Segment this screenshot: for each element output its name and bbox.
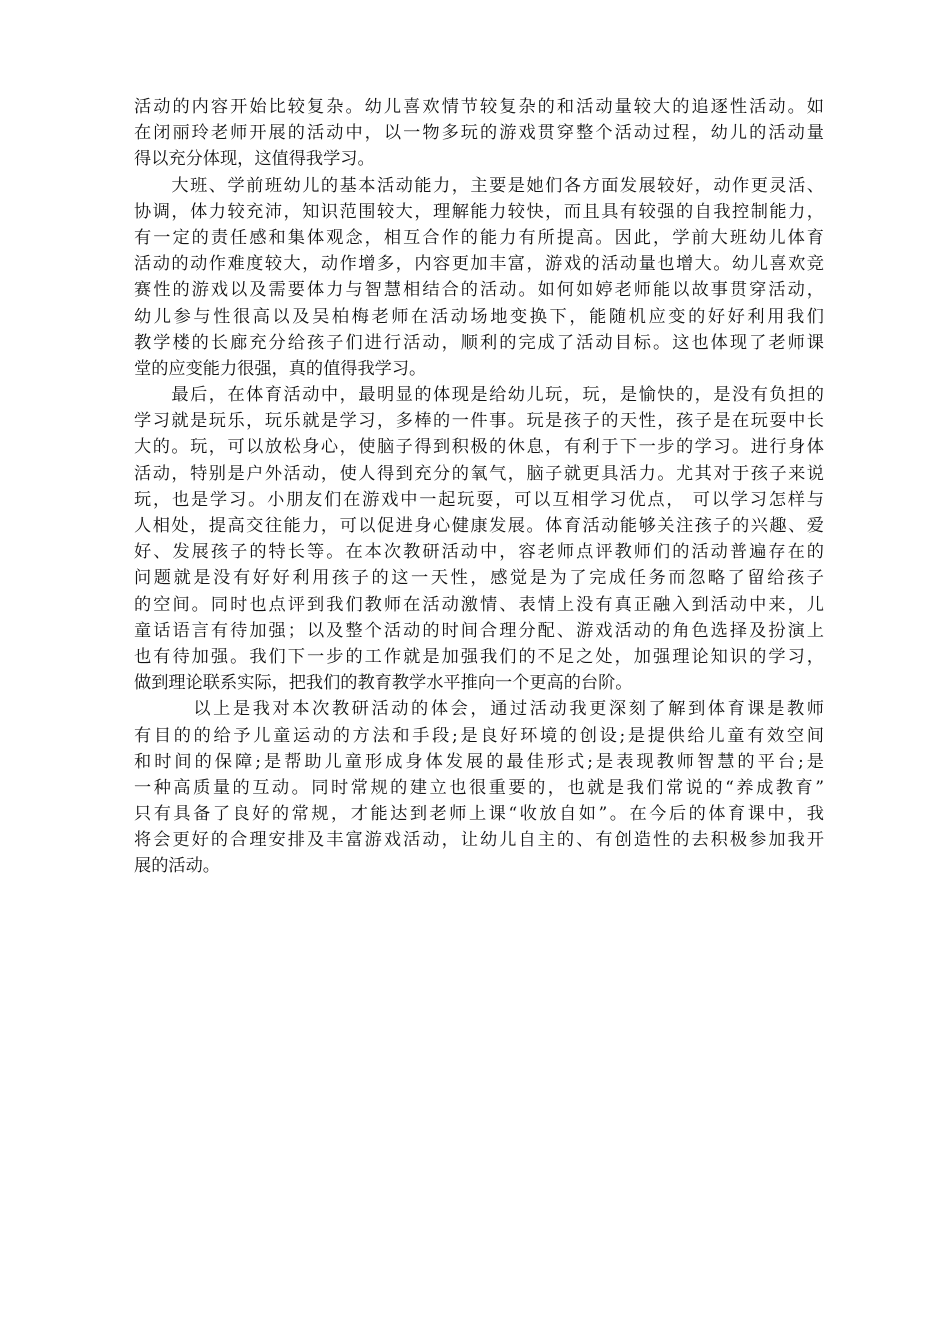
text-line: 和时间的保障;是帮助儿童形成身体发展的最佳形式;是表现教师智慧的平台;是 xyxy=(134,751,824,772)
text-line: 的空间。同时也点评到我们教师在活动激情、表情上没有真正融入到活动中来，儿 xyxy=(134,594,824,615)
text-line: 有目的的给予儿童运动的方法和手段;是良好环境的创设;是提供给儿童有效空间 xyxy=(134,725,824,746)
text-line: 也有待加强。我们下一步的工作就是加强我们的不足之处，加强理论知识的学习， xyxy=(134,646,824,667)
text-line: 在闭丽玲老师开展的活动中，以一物多玩的游戏贯穿整个活动过程，幼儿的活动量 xyxy=(134,123,824,144)
paragraph-3 xyxy=(134,382,824,696)
text-line: 活动，特别是户外活动，使人得到充分的氧气，脑子就更具活力。尤其对于孩子来说 xyxy=(134,463,824,484)
text-line: 大班、学前班幼儿的基本活动能力，主要是她们各方面发展较好，动作更灵活、 xyxy=(134,175,824,196)
text-line: 最后，在体育活动中，最明显的体现是给幼儿玩，玩，是愉快的，是没有负担的 xyxy=(134,385,824,406)
text-line: 得以充分体现，这值得我学习。 xyxy=(134,149,375,170)
text-line: 教学楼的长廊充分给孩子们进行活动，顺利的完成了活动目标。这也体现了老师课 xyxy=(134,332,824,353)
text-line: 有一定的责任感和集体观念，相互合作的能力有所提高。因此，学前大班幼儿体育 xyxy=(134,227,824,248)
text-line: 问题就是没有好好利用孩子的这一天性，感觉是为了完成任务而忽略了留给孩子 xyxy=(134,568,824,589)
paragraph-4 xyxy=(134,696,824,879)
text-line: 将会更好的合理安排及丰富游戏活动，让幼儿自主的、有创造性的去积极参加我开 xyxy=(134,830,824,851)
text-line: 一种高质量的互动。同时常规的建立也很重要的，也就是我们常说的“养成教育” xyxy=(134,777,824,798)
text-line: 好、发展孩子的特长等。在本次教研活动中，容老师点评教师们的活动普遍存在的 xyxy=(134,542,824,563)
text-line: 人相处，提高交往能力，可以促进身心健康发展。体育活动能够关注孩子的兴趣、爱 xyxy=(134,516,824,536)
text-line: 以上是我对本次教研活动的体会，通过活动我更深刻了解到体育课是教师 xyxy=(134,699,824,720)
text-line: 幼儿参与性很高以及吴柏梅老师在活动场地变换下，能随机应变的好好利用我们 xyxy=(134,306,824,327)
text-line: 活动的动作难度较大，动作增多，内容更加丰富，游戏的活动量也增大。幼儿喜欢竞 xyxy=(134,254,824,275)
text-line: 童话语言有待加强；以及整个活动的时间合理分配、游戏活动的角色选择及扮演上 xyxy=(134,620,824,641)
text-line: 学习就是玩乐，玩乐就是学习，多棒的一件事。玩是孩子的天性，孩子是在玩耍中长 xyxy=(134,411,824,432)
text-line: 堂的应变能力很强，真的值得我学习。 xyxy=(134,358,427,379)
text-line: 大的。玩，可以放松身心，使脑子得到积极的休息，有利于下一步的学习。进行身体 xyxy=(134,437,824,458)
text-line: 赛性的游戏以及需要体力与智慧相结合的活动。如何如婷老师能以故事贯穿活动， xyxy=(134,280,824,301)
paragraph-1 xyxy=(134,94,824,173)
text-line: 展的活动。 xyxy=(134,856,220,877)
paragraph-2 xyxy=(134,173,824,383)
text-line: 活动的内容开始比较复杂。幼儿喜欢情节较复杂的和活动量较大的追逐性活动。如 xyxy=(134,97,824,117)
text-line: 做到理论联系实际，把我们的教育教学水平推向一个更高的台阶。 xyxy=(134,673,633,694)
text-line: 玩，也是学习。小朋友们在游戏中一起玩耍，可以互相学习优点， 可以学习怎样与 xyxy=(134,489,824,510)
document-body xyxy=(134,94,824,880)
text-line: 只有具备了良好的常规，才能达到老师上课“收放自如”。在今后的体育课中，我 xyxy=(134,804,824,825)
text-line: 协调，体力较充沛，知识范围较大，理解能力较快，而且具有较强的自我控制能力， xyxy=(134,201,824,222)
